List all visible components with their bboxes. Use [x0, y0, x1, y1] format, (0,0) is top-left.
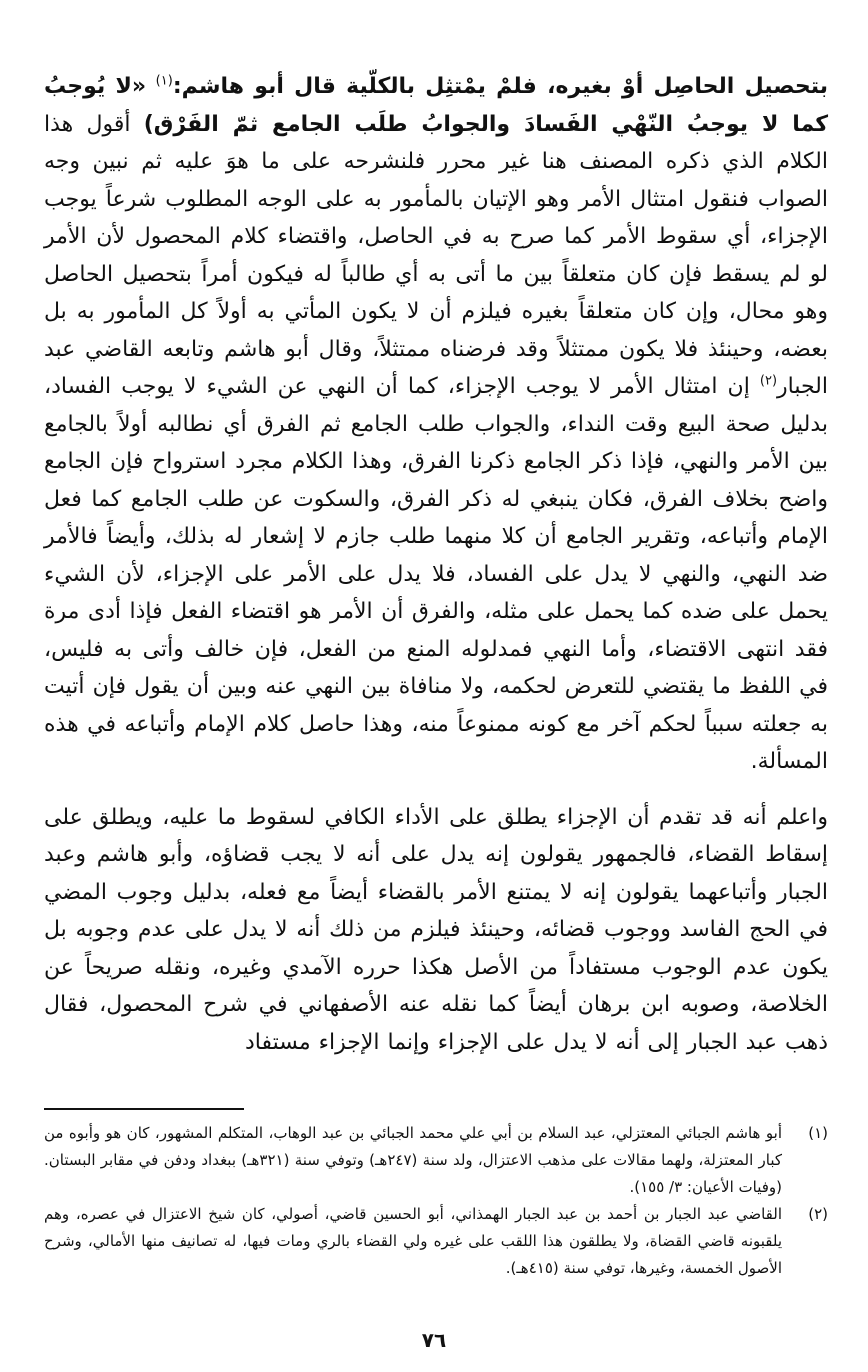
- footnote-item: [44, 1201, 828, 1282]
- commentary-text-b: إن امتثال الأمر لا يوجب الإجزاء، كما أن النهي عن الشيء لا يوجب الفساد، بدليل صحة البيع وقت النداء، والجواب طلب الجامع ثم الفرق أي نطالبه أولاً بالجامع بين الأمر والنهي، فإذا ذكر الجامع ذكرنا الفرق، وهذا الكلام مجرد استرواح فإن الجامع واضح بخلاف الفرق، فكان ينبغي له ذكر الفرق، والسكوت عن طلب الجامع كما فعل الإمام وأتباعه، وتقرير الجامع أن كلا منهما طلب جازم لا إشعار له بذلك، وأيضاً فالأمر ضد النهي، والنهي لا يدل على الفساد، فلا يدل على الأمر على الإجزاء، لأن الشيء يحمل على ضده كما يحمل على مثله، والفرق أن الأمر هو اقتضاء الفعل فإذا أدى مرة فقد انتهى الاقتضاء، وأما النهي فمدلوله المنع من الفعل، فإن خالف وأتى به فليس، في اللفظ ما يقتضي للتعرض لحكمه، ولا منافاة بين النهي عنه وبين أن يقول فإن أتيت به جعلته سبباً لحكم آخر مع كونه ممنوعاً منه، وهذا حاصل كلام الإمام وأتباعه في هذه المسألة.: [44, 374, 828, 774]
- bold-quote-text: «لا يُوجبُ كما لا يوجبُ النّهْي الفَسادَ والجوابُ طلَب الجامع ثمّ الفَرْق): [44, 74, 829, 137]
- bold-opening-text: بتحصيل الحاصِل أوْ بغيره، فلمْ يمْتثِل بالكلّية قال أبو هاشم:: [172, 74, 828, 99]
- footnote-number: (٢): [808, 1205, 828, 1223]
- footnote-item: [44, 1120, 828, 1201]
- footnote-ref-2: (٢): [759, 373, 778, 389]
- footnote-separator: [44, 1108, 244, 1110]
- body-paragraph-1: [44, 68, 828, 781]
- page-number: ٧٦: [421, 1328, 447, 1352]
- commentary-text-a: أقول هذا الكلام الذي ذكره المصنف هنا غير محرر فلنشرحه على ما هوَ عليه ثم نبين وجه الصواب فنقول امتثال الأمر وهو الإتيان بالمأمور به على الوجه المطلوب شرعاً يوجب الإجزاء، أي سقوط الأمر كما صرح به في الحاصل، واقتضاء كلام المحصول لأن الأمر لو لم يسقط فإن كان متعلقاً بين ما أتى به أي طالباً له فيكون أمراً بتحصيل الحاصل وهو محال، وإن كان متعلقاً بغيره فيلزم أن لا يكون المأتي به أولاً كل المأمور به بل بعضه، وحينئذ فلا يكون ممتثلاً وقد فرضناه ممتثلاً، وقال أبو هاشم وتابعه القاضي عبد الجبار: [44, 111, 828, 399]
- footnote-text: القاضي عبد الجبار بن أحمد بن عبد الجبار الهمذاني، أبو الحسين قاضي، أصولي، كان شيخ الاعتزال في عصره، وهم يلقبونه قاضي القضاة، ولا يطلقون هذا اللقب على غيره ولي القضاء بالري ومات فيها، له تصانيف منها الأمالي، وشرح الأصول الخمسة، وغيرها، توفي سنة (٤١٥هـ).: [44, 1205, 782, 1277]
- footnote-ref-1: (١): [155, 73, 173, 89]
- body-paragraph-2: واعلم أنه قد تقدم أن الإجزاء يطلق على الأداء الكافي لسقوط ما عليه، ويطلق على إسقاط القضاء، فالجمهور يقولون إنه يدل على أنه لا يجب قضاؤه، وأبو هاشم وعبد الجبار وأتباعهما يقولون إنه لا يمتنع الأمر بالقضاء أيضاً مع فعله، بدليل وجوب المضي في الحج الفاسد ووجوب قضائه، وحينئذ فيلزم من ذلك أنه لا يدل على عدم وجوبه بل يكون عدم الوجوب مستفاداً من الأصل هكذا حرره الآمدي وغيره، ونقله صريحاً عن الخلاصة، وصوبه ابن برهان أيضاً كما نقله عنه الأصفهاني في شرح المحصول، فقال ذهب عبد الجبار إلى أنه لا يدل على الإجزاء وإنما الإجزاء مستفاد: [44, 804, 828, 1055]
- footnotes: [44, 1120, 828, 1282]
- footnote-text: أبو هاشم الجبائي المعتزلي، عبد السلام بن أبي علي محمد الجبائي بن عبد الوهاب، المتكلم المشهور، كان هو وأبوه من كبار المعتزلة، ولهما مقالات على مذهب الاعتزال، ولد سنة (٢٤٧هـ) وتوفي سنة (٣٢١هـ) ببغداد ودفن في مقابر البستان. (وفيات الأعيان: ٣/ ١٥٥).: [44, 1124, 782, 1196]
- footnote-number: (١): [808, 1124, 828, 1142]
